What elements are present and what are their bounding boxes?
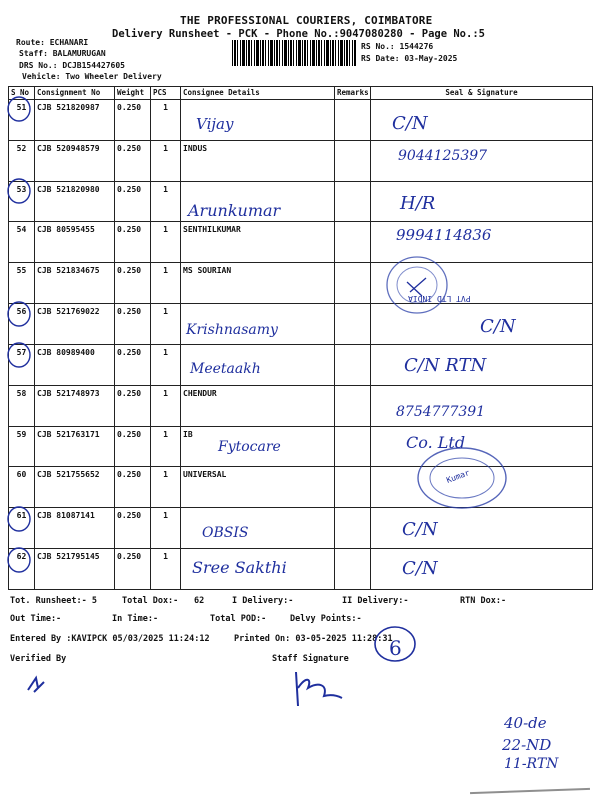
row-consignment-cell [35,426,115,467]
row-remarks-cell [335,140,371,181]
row-weight: 0.250 [117,225,142,235]
row-remarks-cell [335,467,371,508]
row-sno-cell [9,467,35,508]
verified-by: Verified By [10,654,67,664]
table-row [9,385,593,426]
row-remarks [335,222,370,228]
row-weight: 0.250 [117,347,142,357]
table-row [9,140,593,181]
row-sno: 51 [16,103,27,112]
row-consignment-cell [35,263,115,304]
row-consignment: CJB 80595455 [37,225,95,235]
total-dox-label: Total Dox:- [122,596,179,606]
row-consignment: CJB 521763171 [37,429,100,439]
row-consignee: INDUS [183,143,208,153]
row-seal [371,100,592,106]
seal-text: Kumar [445,468,471,485]
row-remarks-cell [335,385,371,426]
row-sno: 58 [16,388,27,398]
row-pcs-cell [151,426,181,467]
row-remarks [335,427,370,433]
row-consignment-cell [35,467,115,508]
row-sno: 56 [16,307,27,317]
row-pcs: 1 [163,511,168,521]
row-consignee: CHENDUR [183,388,217,398]
circled-number-text: 6 [389,636,402,660]
row-weight: 0.250 [117,103,142,112]
row-consignment: CJB 521820987 [37,103,100,112]
handwritten-consignee: Sree Sakthi [192,558,287,577]
row-remarks-cell [335,549,371,590]
row-remarks-cell [335,181,371,222]
sno-circle-mark [5,341,33,371]
row-sno-cell [9,263,35,304]
sno-circle-mark [5,300,33,330]
row-remarks [335,304,370,310]
row-consignee-cell [181,385,335,426]
out-time: Out Time:- [10,614,62,624]
row-pcs: 1 [163,470,168,480]
handwritten-seal: C/N [392,113,428,134]
row-sno: 53 [16,184,27,194]
row-weight-cell [115,508,151,549]
scan-mark [470,788,590,794]
row-consignee: UNIVERSAL [183,470,227,480]
row-pcs: 1 [163,307,168,317]
row-remarks-cell [335,263,371,304]
table-header-row [9,87,593,100]
row-pcs-cell [151,263,181,304]
row-pcs-cell [151,385,181,426]
row-consignment: CJB 520948579 [37,143,100,153]
row-consignment: CJB 521755652 [37,470,100,480]
staff-signature [288,666,348,710]
row-pcs-cell [151,222,181,263]
row-weight-cell [115,263,151,304]
row-remarks [335,141,370,147]
row-sno: 54 [16,225,27,235]
handwritten-consignee: Vijay [196,115,234,133]
col-weight: Weight [115,87,151,100]
row-pcs-cell [151,467,181,508]
row-weight-cell [115,100,151,141]
row-weight-cell [115,222,151,263]
handwritten-seal: C/N [480,316,516,337]
row-remarks [335,386,370,392]
row-remarks-cell [335,508,371,549]
row-consignee: MS SOURIAN [183,266,232,276]
row-weight-cell [115,467,151,508]
row-consignee [181,304,334,310]
runsheet-table [8,86,593,590]
table-row [9,263,593,304]
row-weight-cell [115,181,151,222]
row-consignment-cell [35,344,115,385]
row-pcs-cell [151,344,181,385]
handwritten-consignee: Fytocare [218,439,281,455]
tot-runsheet: Tot. Runsheet:- 5 [10,596,97,606]
row-consignee: SENTHILKUMAR [183,225,241,235]
rs-date: RS Date: 03-May-2025 [361,54,458,63]
row-remarks [335,508,370,514]
row-pcs: 1 [163,429,168,439]
col-consignee: Consignee Details [181,87,335,100]
row-weight: 0.250 [117,184,142,194]
row-pcs: 1 [163,266,168,276]
row-weight-cell [115,344,151,385]
row-seal [371,549,592,555]
table-row [9,549,593,590]
handwritten-seal: C/N [402,558,438,579]
rtn-dox: RTN Dox:- [460,596,507,606]
row-sno-cell [9,140,35,181]
row-pcs: 1 [163,184,168,194]
table-row [9,344,593,385]
row-remarks [335,549,370,555]
row-consignment-cell [35,385,115,426]
runsheet-subtitle: Delivery Runsheet - PCK - Phone No.:9047080280 - Page No.:5 [112,28,485,40]
table-row [9,222,593,263]
row-consignee-cell [181,140,335,181]
staff-label: Staff: BALAMURUGAN [19,49,106,58]
row-weight-cell [115,549,151,590]
barcode [232,40,356,66]
row-consignee [181,549,334,555]
printed-on: Printed On: 03-05-2025 11:28:31 [234,634,393,644]
row-weight: 0.250 [117,143,142,153]
row-pcs: 1 [163,552,168,562]
handwritten-seal: Co. Ltd [406,433,466,452]
row-consignee [181,182,334,188]
row-consignment-cell [35,222,115,263]
drs-label: DRS No.: DCJB154427605 [19,61,125,70]
row-weight: 0.250 [117,470,142,480]
handwritten-consignee: OBSIS [202,525,249,541]
row-consignee-cell [181,222,335,263]
row-weight: 0.250 [117,388,142,398]
row-consignee [181,100,334,106]
row-weight: 0.250 [117,429,142,439]
row-weight: 0.250 [117,307,142,317]
row-consignment-cell [35,508,115,549]
row-consignee [181,508,334,514]
company-stamp [382,252,452,318]
row-consignee-cell [181,467,335,508]
ii-delivery: II Delivery:- [342,596,409,606]
row-pcs-cell [151,508,181,549]
row-seal [371,141,592,147]
row-consignment-cell [35,181,115,222]
handwritten-seal: C/N RTN [404,355,487,376]
staff-signature-label: Staff Signature [272,654,349,664]
sno-circle-mark [5,177,33,207]
row-sno-cell [9,426,35,467]
row-pcs: 1 [163,388,168,398]
row-seal [371,386,592,392]
row-remarks-cell [335,344,371,385]
row-pcs: 1 [163,103,168,112]
row-pcs-cell [151,549,181,590]
row-consignment: CJB 80989400 [37,347,95,357]
row-sno-cell [9,222,35,263]
row-sno: 55 [16,266,27,276]
table-row [9,508,593,549]
row-consignment: CJB 521795145 [37,552,100,562]
sno-circle-mark [5,505,33,535]
verified-signature [24,672,54,696]
row-weight: 0.250 [117,266,142,276]
row-sno: 59 [16,429,27,439]
row-pcs: 1 [163,347,168,357]
sno-circle-mark [5,95,33,125]
col-consignment: Consignment No [35,87,115,100]
rs-no: RS No.: 1544276 [361,42,434,51]
row-pcs: 1 [163,143,168,153]
stamp-text: PVT LTD INDIA [408,294,471,303]
row-consignee [181,345,334,351]
row-sno-cell [9,385,35,426]
row-sno: 60 [16,470,27,480]
note-line-3: 11-RTN [504,756,559,772]
note-line-1: 40-de [504,714,547,732]
row-consignee: IB [183,429,193,439]
row-consignment: CJB 81087141 [37,511,95,521]
entered-by: Entered By :KAVIPCK 05/03/2025 11:24:12 [10,634,210,644]
row-consignee-cell [181,263,335,304]
row-consignment-cell [35,140,115,181]
row-consignment: CJB 521748973 [37,388,100,398]
row-pcs-cell [151,140,181,181]
handwritten-seal: 9994114836 [396,226,492,244]
row-remarks-cell [335,222,371,263]
in-time: In Time:- [112,614,159,624]
row-consignment: CJB 521820980 [37,184,100,194]
row-sno: 52 [16,143,27,153]
note-line-2: 22-ND [502,736,552,754]
row-weight-cell [115,304,151,345]
total-pod: Total POD:- [210,614,267,624]
row-sno: 57 [16,347,27,357]
row-remarks [335,263,370,269]
handwritten-seal: H/R [400,193,436,214]
row-remarks-cell [335,304,371,345]
row-weight-cell [115,426,151,467]
row-pcs: 1 [163,225,168,235]
table-row [9,100,593,141]
col-pcs: PCS [151,87,181,100]
row-pcs-cell [151,181,181,222]
row-consignment: CJB 521834675 [37,266,100,276]
handwritten-consignee: Arunkumar [188,201,281,220]
row-consignment-cell [35,304,115,345]
row-remarks-cell [335,100,371,141]
row-pcs-cell [151,304,181,345]
handwritten-seal: 8754777391 [396,404,486,420]
row-weight-cell [115,385,151,426]
row-sno: 61 [16,511,27,521]
row-seal [371,427,592,433]
row-seal [371,182,592,188]
delvy-points: Delvy Points:- [290,614,362,624]
row-pcs-cell [151,100,181,141]
table-row [9,181,593,222]
sno-circle-mark [5,546,33,576]
route-label: Route: ECHANARI [16,38,89,47]
row-remarks [335,345,370,351]
col-seal: Seal & Signature [371,87,593,100]
handwritten-seal: C/N [402,519,438,540]
row-remarks [335,100,370,106]
row-remarks [335,182,370,188]
row-consignment-cell [35,549,115,590]
vehicle-label: Vehicle: Two Wheeler Delivery [22,72,162,81]
total-dox-value: 62 [194,596,205,606]
row-consignment: CJB 521769022 [37,307,100,317]
row-remarks-cell [335,426,371,467]
row-weight: 0.250 [117,511,142,521]
handwritten-consignee: Krishnasamy [186,322,278,338]
company-title: THE PROFESSIONAL COURIERS, COIMBATORE [180,14,433,27]
i-delivery: I Delivery:- [232,596,294,606]
row-consignment-cell [35,100,115,141]
row-sno: 62 [16,552,27,562]
col-remarks: Remarks [335,87,371,100]
handwritten-seal: 9044125397 [398,148,488,164]
handwritten-consignee: Meetaakh [190,361,261,377]
row-seal [371,345,592,351]
row-weight: 0.250 [117,552,142,562]
row-remarks [335,467,370,473]
col-sno: S No [9,87,35,100]
row-weight-cell [115,140,151,181]
